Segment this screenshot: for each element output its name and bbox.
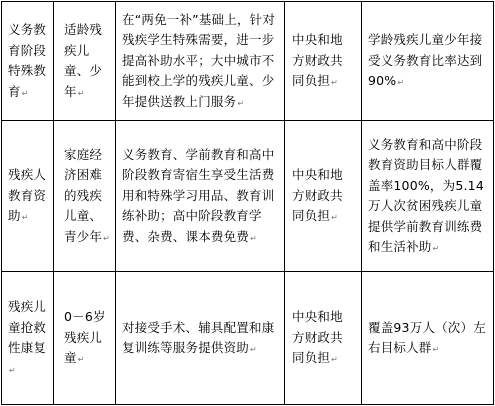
paragraph-mark: ↵ [250,345,257,354]
paragraph-mark: ↵ [331,213,339,223]
paragraph-mark: ↵ [21,213,29,223]
measures-cell: 在“两免一补”基础上，针对残疾学生特殊需要，进一步提高补助水平；大中城市不能到校上学的残疾儿童、少年提供送教上门服务↵ [116,2,285,121]
funding-cell: 中央和地方财政共同负担↵ [285,272,362,405]
paragraph-mark: ↵ [9,365,16,375]
paragraph-mark: ↵ [103,233,111,243]
table-row [2,2,494,121]
goal-cell: 学龄残疾儿童少年接受义务教育比率达到90%↵ [362,2,494,121]
paragraph-mark: ↵ [331,355,339,365]
category-cell: 义务教育阶段特殊教育↵ [2,2,54,121]
funding-cell: 中央和地方财政共同负担↵ [285,2,362,121]
paragraph-mark: ↵ [250,233,257,243]
funding-cell: 中央和地方财政共同负担↵ [285,121,362,272]
goal-cell: 覆盖93万人（次）左右目标人群↵ [362,272,494,405]
paragraph-mark: ↵ [77,88,85,98]
policy-table [1,1,494,405]
target-group-cell: 家庭经济困难的残疾儿童、青少年↵ [54,121,116,272]
paragraph-mark: ↵ [77,355,85,365]
paragraph-mark: ↵ [237,98,245,108]
category-cell: 残疾儿童抢救性康复↵ [2,272,54,405]
paragraph-mark: ↵ [397,78,405,88]
paragraph-mark: ↵ [331,78,339,88]
paragraph-mark: ↵ [432,244,440,253]
category-cell: 残疾人教育资助↵ [2,121,54,272]
measures-cell: 对接受手术、辅具配置和康复训练等服务提供资助↵ [116,272,285,405]
paragraph-mark: ↵ [432,345,440,354]
target-group-cell: 适龄残疾儿童、少年↵ [54,2,116,121]
table-row [2,121,494,272]
target-group-cell: 0－6岁残疾儿童↵ [54,272,116,405]
goal-cell: 义务教育和高中阶段教育资助目标人群覆盖率100%，为5.14万人次贫困残疾儿童提供学前教育训练费和生活补助↵ [362,121,494,272]
table-row [2,272,494,405]
paragraph-mark: ↵ [21,88,29,98]
measures-cell: 义务教育、学前教育和高中阶段教育寄宿生享受生活费用和特殊学习用品、教育训练补助；高中阶段教育学费、杂费、课本费免费↵ [116,121,285,272]
